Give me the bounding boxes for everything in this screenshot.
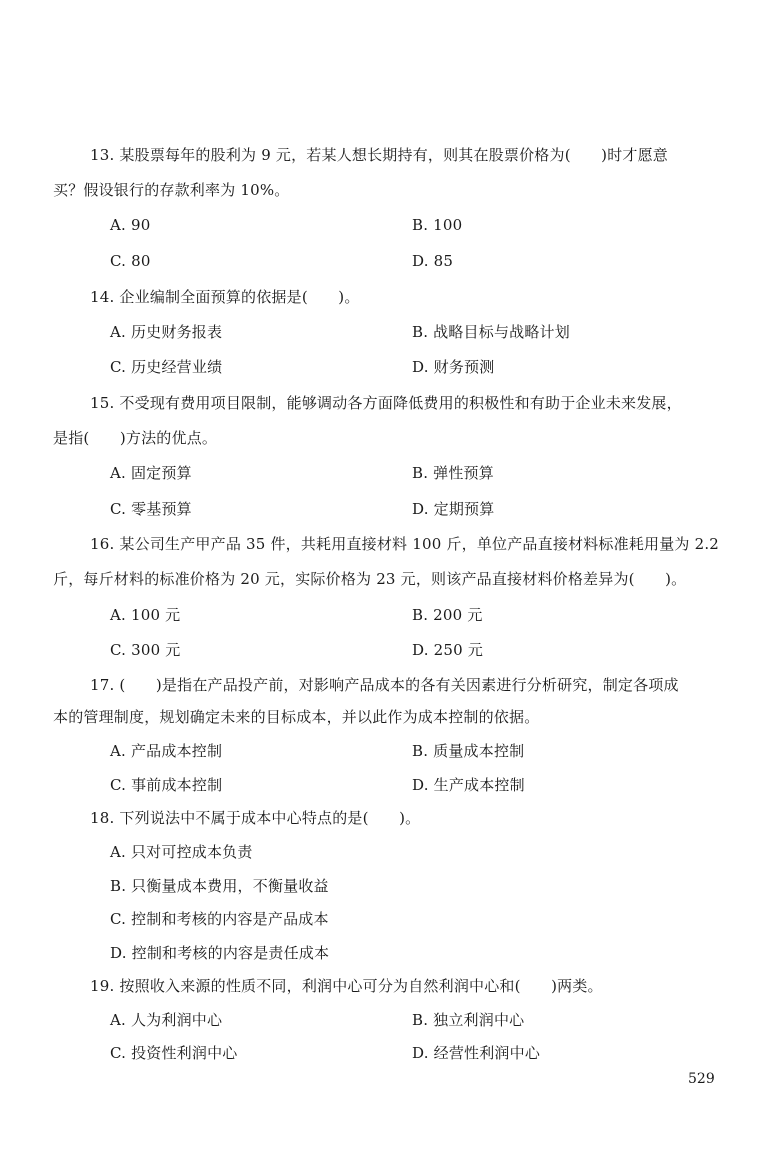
q16-option-d: D. 250 元 — [412, 641, 484, 659]
q13-option-d: D. 85 — [412, 252, 454, 270]
q17-option-c: C. 事前成本控制 — [110, 776, 223, 794]
q15-option-b: B. 弹性预算 — [412, 464, 494, 482]
q14-option-d: D. 财务预测 — [412, 358, 495, 376]
q19-option-c: C. 投资性利润中心 — [110, 1044, 238, 1062]
q13-option-b: B. 100 — [412, 216, 463, 234]
q16-stem-line-2: 斤，每斤材料的标准价格为 20 元，实际价格为 23 元，则该产品直接材料价格差异为( )。 — [53, 570, 687, 588]
q18-stem-line-1: 18. 下列说法中不属于成本中心特点的是( )。 — [90, 809, 421, 827]
q17-stem-line-1: 17. ( )是指在产品投产前，对影响产品成本的各有关因素进行分析研究，制定各项成 — [90, 676, 679, 694]
q17-stem-line-2: 本的管理制度，规划确定未来的目标成本，并以此作为成本控制的依据。 — [53, 708, 540, 726]
q16-option-a: A. 100 元 — [110, 606, 181, 624]
q14-option-b: B. 战略目标与战略计划 — [412, 323, 570, 341]
q18-option-a: A. 只对可控成本负责 — [110, 843, 253, 861]
q19-option-a: A. 人为利润中心 — [110, 1011, 223, 1029]
q19-stem-line-1: 19. 按照收入来源的性质不同，利润中心可分为自然利润中心和( )两类。 — [90, 977, 603, 995]
q18-option-b: B. 只衡量成本费用，不衡量收益 — [110, 877, 329, 895]
q15-stem-line-2: 是指( )方法的优点。 — [53, 429, 218, 447]
q16-stem-line-1: 16. 某公司生产甲产品 35 件，共耗用直接材料 100 斤，单位产品直接材料标准耗用量为 2.2 — [90, 535, 720, 553]
q15-option-c: C. 零基预算 — [110, 500, 192, 518]
q13-stem-line-1: 13. 某股票每年的股利为 9 元，若某人想长期持有，则其在股票价格为( )时才愿意 — [90, 146, 669, 164]
q14-stem-line-1: 14. 企业编制全面预算的依据是( )。 — [90, 288, 360, 306]
q17-option-a: A. 产品成本控制 — [110, 742, 223, 760]
q15-option-a: A. 固定预算 — [110, 464, 192, 482]
q13-option-c: C. 80 — [110, 252, 151, 270]
q19-option-d: D. 经营性利润中心 — [412, 1044, 541, 1062]
q14-option-a: A. 历史财务报表 — [110, 323, 223, 341]
page-number: 529 — [688, 1071, 715, 1087]
q16-option-b: B. 200 元 — [412, 606, 483, 624]
q14-option-c: C. 历史经营业绩 — [110, 358, 223, 376]
q17-option-b: B. 质量成本控制 — [412, 742, 525, 760]
q13-stem-line-2: 买？假设银行的存款利率为 10%。 — [53, 181, 290, 199]
q15-stem-line-1: 15. 不受现有费用项目限制，能够调动各方面降低费用的积极性和有助于企业未来发展， — [90, 394, 682, 412]
q18-option-d: D. 控制和考核的内容是责任成本 — [110, 944, 330, 962]
q15-option-d: D. 定期预算 — [412, 500, 495, 518]
q19-option-b: B. 独立利润中心 — [412, 1011, 525, 1029]
q17-option-d: D. 生产成本控制 — [412, 776, 525, 794]
q13-option-a: A. 90 — [110, 216, 151, 234]
q16-option-c: C. 300 元 — [110, 641, 181, 659]
q18-option-c: C. 控制和考核的内容是产品成本 — [110, 910, 329, 928]
